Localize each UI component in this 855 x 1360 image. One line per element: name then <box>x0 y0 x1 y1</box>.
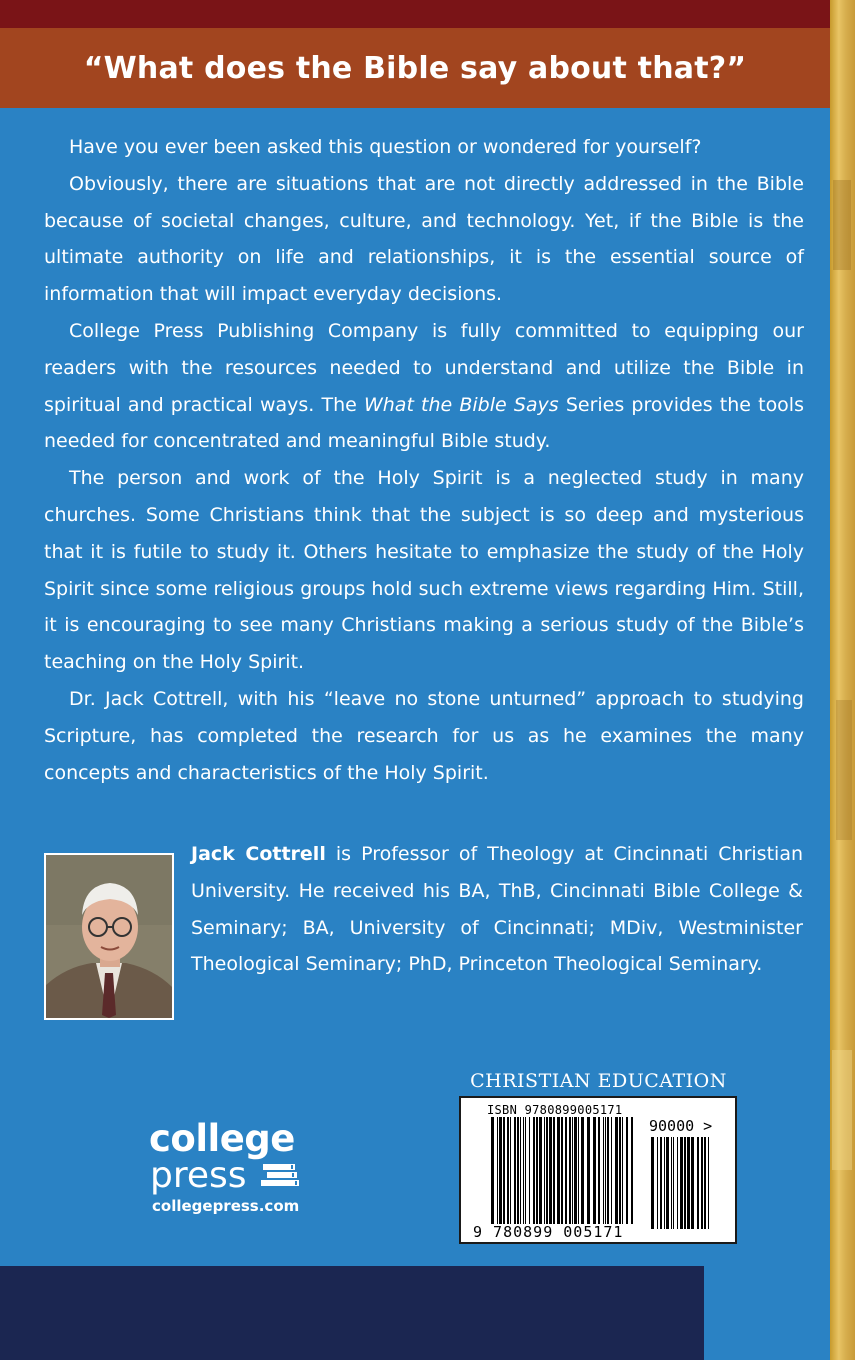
barcode-bar <box>569 1117 571 1224</box>
barcode-bar <box>697 1137 699 1229</box>
barcode-bar <box>510 1117 511 1224</box>
series-title: What the Bible Says <box>363 393 559 416</box>
barcode-bar <box>533 1117 535 1224</box>
barcode-bar <box>499 1117 502 1224</box>
top-color-band <box>0 0 830 28</box>
title-banner <box>0 28 830 108</box>
logo-word-press: press <box>150 1155 247 1196</box>
barcode-bar <box>607 1117 609 1224</box>
barcode-digits: 9 780899 005171 <box>473 1223 624 1241</box>
addon-bars <box>651 1137 711 1229</box>
barcode-bar <box>593 1117 596 1224</box>
blurb-paragraph-1: Have you ever been asked this question or wondered for yourself? <box>69 136 702 158</box>
category-label: CHRISTIAN EDUCATION <box>470 1070 727 1092</box>
barcode-bar <box>565 1117 567 1224</box>
barcode-bar <box>631 1117 633 1224</box>
barcode-bar <box>671 1137 672 1229</box>
barcode-bar <box>622 1117 623 1224</box>
author-photo <box>44 853 174 1020</box>
barcode-bar <box>704 1137 706 1229</box>
barcode-bar <box>539 1117 542 1224</box>
barcode-bar <box>626 1117 628 1224</box>
barcode-bar <box>549 1117 552 1224</box>
barcode-bar <box>578 1117 579 1224</box>
barcode-bar <box>503 1117 505 1224</box>
barcode-bar <box>708 1137 709 1229</box>
barcode-bar <box>673 1137 674 1229</box>
blurb-paragraph-5: Dr. Jack Cottrell, with his “leave no stone unturned” approach to studying Scripture, has completed the research for us as he examines the many concepts and characteristics of the Holy Spirit. <box>44 687 804 784</box>
author-portrait-illustration <box>46 855 172 1018</box>
barcode-bar <box>684 1137 686 1229</box>
spine-texture-mark <box>836 700 852 840</box>
author-name: Jack Cottrell <box>191 843 326 865</box>
barcode-bar <box>514 1117 516 1224</box>
blurb-paragraph-3-end: Series provides the tools needed for concentrated and meaningful Bible study. <box>44 393 804 453</box>
barcode-bar <box>651 1137 654 1229</box>
barcode-bar <box>598 1117 600 1224</box>
blurb-text <box>44 129 804 791</box>
barcode-bar <box>520 1117 521 1224</box>
ean13-bars <box>491 1117 634 1224</box>
barcode-bar <box>553 1117 555 1224</box>
publisher-logo <box>149 1117 319 1220</box>
barcode-bar <box>546 1117 548 1224</box>
barcode-bar <box>529 1117 530 1224</box>
barcode-bar <box>691 1137 694 1229</box>
barcode-bar <box>666 1137 669 1229</box>
bottom-color-band <box>0 1266 704 1360</box>
cover-headline: “What does the Bible say about that?” <box>83 50 747 86</box>
barcode-bar <box>507 1117 509 1224</box>
barcode-bar <box>615 1117 618 1224</box>
barcode-bar <box>557 1117 560 1224</box>
author-bio <box>191 836 803 983</box>
barcode-bar <box>701 1137 703 1229</box>
barcode-bar <box>657 1137 658 1229</box>
blurb-paragraph-3 <box>44 313 804 460</box>
isbn-label: ISBN 9780899005171 <box>487 1103 623 1117</box>
isbn-barcode <box>459 1096 737 1244</box>
barcode-bar <box>619 1117 621 1224</box>
barcode-bar <box>611 1117 612 1224</box>
price-code: 90000 > <box>649 1117 713 1135</box>
barcode-bar <box>497 1117 498 1224</box>
blurb-paragraph-4: The person and work of the Holy Spirit is a neglected study in many churches. Some Christians think that the subject is so deep and mysterious that it is futile to study it. Others hesitate to emphasize the study of the Holy Spirit since some religious groups hold such extreme views regarding Him. Still, it is encouraging to see many Christians making a serious study of the Bible’s teaching on the Holy Spirit. <box>44 467 804 674</box>
logo-word-college: college <box>149 1117 295 1160</box>
books-icon <box>261 1162 301 1188</box>
barcode-bar <box>680 1137 683 1229</box>
barcode-bar <box>687 1137 690 1229</box>
barcode-bar <box>536 1117 538 1224</box>
blurb-paragraph-2: Obviously, there are situations that are not directly addressed in the Bible because of societal changes, culture, and technology. Yet, if the Bible is the ultimate authority on life and relationships, it is the essential source of information that will impact everyday decisions. <box>44 172 804 306</box>
barcode-bar <box>561 1117 563 1224</box>
barcode-bar <box>574 1117 577 1224</box>
barcode-bar <box>572 1117 573 1224</box>
barcode-bar <box>517 1117 519 1224</box>
barcode-bar <box>587 1117 590 1224</box>
spine-texture-mark <box>833 180 851 270</box>
barcode-bar <box>605 1117 606 1224</box>
barcode-bar <box>664 1137 665 1229</box>
barcode-bar <box>603 1117 604 1224</box>
spine-edge-texture <box>830 0 855 1360</box>
author-bio-text: is Professor of Theology at Cincinnati Christian University. He received his BA, ThB, Cincinnati Bible College & Seminary; BA, University of Cincinnati; MDiv, Westminister Theological Seminary; PhD, Princeton Theological Seminary. <box>191 843 803 976</box>
barcode-bar <box>525 1117 526 1224</box>
barcode-bar <box>581 1117 584 1224</box>
barcode-bar <box>491 1117 494 1224</box>
barcode-bar <box>544 1117 545 1224</box>
barcode-bar <box>660 1137 662 1229</box>
publisher-url: collegepress.com <box>152 1197 300 1215</box>
barcode-bar <box>677 1137 678 1229</box>
barcode-bar <box>523 1117 524 1224</box>
spine-texture-mark <box>832 1050 852 1170</box>
blurb-paragraph-3-start: College Press Publishing Company is fully committed to equipping our readers with the resources needed to understand and utilize the Bible in spiritual and practical ways. The <box>44 319 804 416</box>
